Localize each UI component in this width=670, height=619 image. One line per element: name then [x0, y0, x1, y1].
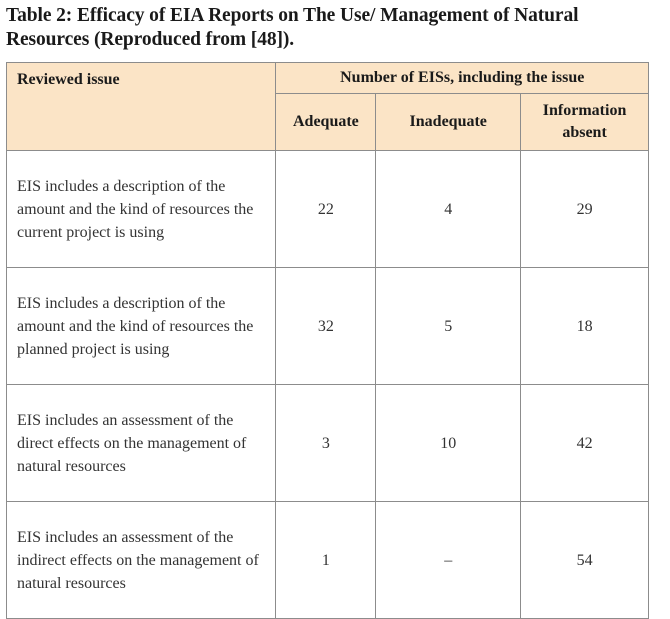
cell-issue: EIS includes an assessment of the direct effects on the management of natural resources: [7, 385, 276, 502]
cell-inadequate: 10: [376, 385, 521, 502]
table-row: [7, 502, 649, 619]
cell-issue: EIS includes an assessment of the indirect effects on the management of natural resources: [7, 502, 276, 619]
table-row: [7, 151, 649, 268]
header-adequate: Adequate: [276, 94, 376, 151]
table-row: [7, 385, 649, 502]
cell-adequate: 32: [276, 268, 376, 385]
header-inadequate: Inadequate: [376, 94, 521, 151]
cell-adequate: 1: [276, 502, 376, 619]
cell-adequate: 3: [276, 385, 376, 502]
efficacy-table: [6, 62, 649, 619]
header-reviewed-issue: Reviewed issue: [7, 63, 276, 151]
cell-information-absent: 54: [521, 502, 649, 619]
cell-inadequate: 5: [376, 268, 521, 385]
cell-issue: EIS includes a description of the amount and the kind of resources the planned project is using: [7, 268, 276, 385]
cell-information-absent: 29: [521, 151, 649, 268]
cell-adequate: 22: [276, 151, 376, 268]
cell-information-absent: 42: [521, 385, 649, 502]
cell-inadequate: –: [376, 502, 521, 619]
cell-issue: EIS includes a description of the amount and the kind of resources the current project is using: [7, 151, 276, 268]
table-caption: Table 2: Efficacy of EIA Reports on The Use/ Management of Natural Resources (Reproduced from [48]).: [6, 5, 579, 50]
table-row: [7, 268, 649, 385]
header-row: [7, 63, 649, 94]
header-group-number-of-eiss: Number of EISs, including the issue: [276, 63, 649, 94]
cell-inadequate: 4: [376, 151, 521, 268]
header-information-absent: Information absent: [521, 94, 649, 151]
cell-information-absent: 18: [521, 268, 649, 385]
